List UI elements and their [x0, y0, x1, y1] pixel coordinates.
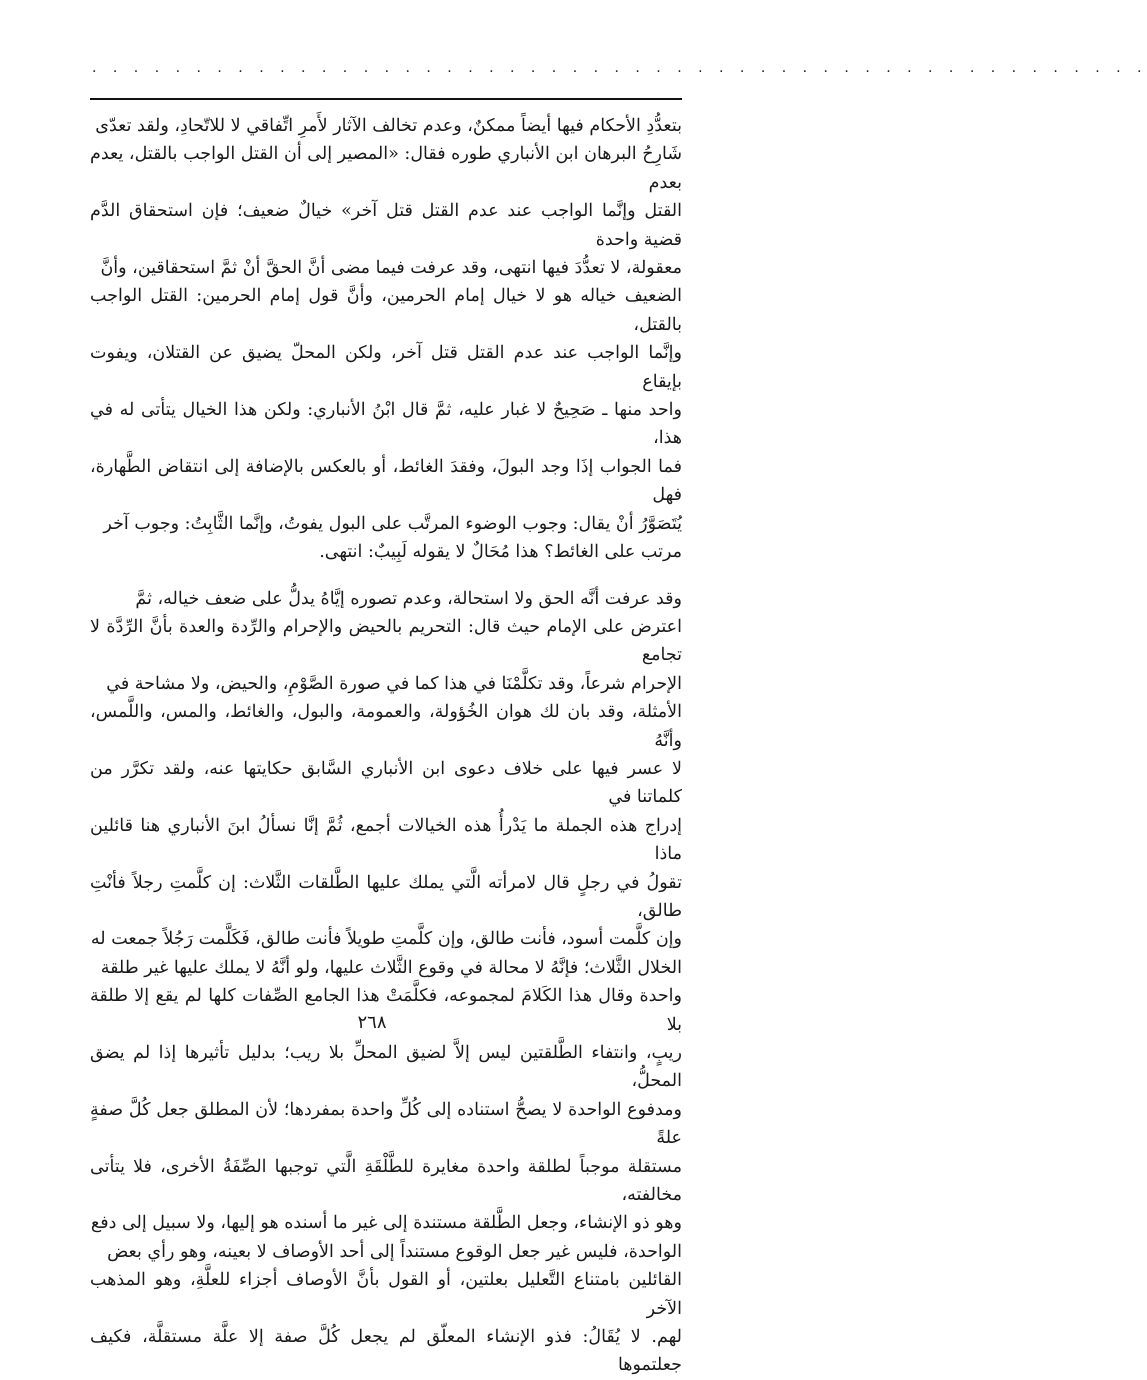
page-body: [90, 112, 682, 1380]
page-number: ٢٦٨: [357, 1012, 387, 1033]
paragraph-2: وقد عرفت أنَّه الحق ولا استحالة، وعدم تصوره إيَّاهُ يدلُّ على ضعف خياله، ثمَّ اعترض على الإمام حيث قال: التحريم بالحيض والإحرام والرِّدة والعدة بأنَّ الرِّدَّة لا تجامع الإحرام شرعاً، وقد تكلَّمْنَا في هذا كما في صورة الصَّوْمِ، والحيض، ولا مشاحة في الأمثلة، وقد بان لك هوان الخُؤولة، والعمومة، والبول، والغائط، والمس، واللَّمس، وأنَّهُ لا عسر فيها على خلاف دعوى ابن الأنباري السَّابق حكايتها عنه، ولقد تكرَّر من كلماتنا في إدراج هذه الجملة ما يَدْرأُ هذه الخيالات أجمع، ثُمَّ إنَّا نسألُ ابنَ الأنباري هنا قائلين ماذا تقولُ في رجلٍ قال لامرأته الَّتي يملك عليها الطَّلقات الثَّلاث: إن كلَّمتِ رجلاً فأنْتِ طالق، وإن كلَّمت أسود، فأنت طالق، وإن كلَّمتِ طويلاً فأنت طالق، فَكَلَّمت رَجُلاً جمعت له الخلال الثَّلاث؛ فإنَّهُ لا محالة في وقوع الثَّلاث عليها، ولو أنَّهُ لا يملك عليها غير طلقة واحدة وقال هذا الكَلامَ لمجموعه، فكلَّمَتْ هذا الجامع الصِّفات كلها لم يقع إلا طلقة بلا ريبٍ، وانتفاء الطَّلقتين ليس إلاَّ لضيق المحلِّ بلا ريب؛ بدليل تأثيرها إذا لم يضق المحلُّ، ومدفوع الواحدة لا يصحُّ استناده إلى كُلِّ واحدة بمفردها؛ لأن المطلق جعل كُلَّ صفةٍ علةً مستقلة موجباً لطلقة واحدة مغايرة للطَّلْقَةِ الَّتي توجبها الصِّفَةُ الأخرى، فلا يتأتى مخالفته، وهو ذو الإنشاء، وجعل الطَّلقة مستندة إلى غير ما أسنده هو إليها، ولا سبيل إلى دفع الواحدة، فليس غير جعل الوقوع مستنداً إلى أحد الأوصاف لا بعينه، وهو رأي بعض القائلين بامتناع التَّعليل بعلتين، أو القول بأنَّ الأوصاف أجزاء للعلَّةِ، وهو المذهب الآخر لهم. لا يُقَالُ: فذو الإنشاء المعلّق لم يجعل كُلَّ صفة إلا علَّة مستقلَّة، فكيف جعلتموها: [90, 588, 682, 1376]
header-dotted-line: . . . . . . . . . . . . . . . . . . . . . . . . . . . . . . . . . . . . . . . . . . . . . . . . . . .: [92, 60, 1147, 76]
paragraph-1: بتعدُّدِ الأحكام فيها أيضاً ممكنٌ، وعدم تخالف الآثار لأَمرِ اتِّفاقي لا للاتّحادِ، ولقد تعدّى شَارِحُ البرهان ابن الأنباري طوره فقال: «المصير إلى أن القتل الواجب بالقتل، يعدم بعدم القتل وإنَّما الواجب عند عدم القتل قتل آخر» خيالٌ ضعيف؛ فإن استحقاق الدَّم قضية واحدة معقولة، لا تعدُّدَ فيها انتهى، وقد عرفت فيما مضى أنَّ الحقَّ أنْ ثمَّ استحقاقين، وأنَّ الضعيف خياله هو لا خيال إمام الحرمين، وأنَّ قول إمام الحرمين: القتل الواجب بالقتل، وإنَّما الواجب عند عدم القتل قتل آخر، ولكن المحلّ يضيق عن القتلان، ويفوت بإيقاع واحد منها ـ صَحِيحٌ لا غبار عليه، ثمَّ قال ابْنُ الأنباري: ولكن هذا الخيال يتأتى له في هذا، فما الجواب إذَا وجد البولَ، وفقدَ الغائط، أو بالعكس بالإضافة إلى انتقاض الطَّهارة، فهل يُتَصَوَّرُ أنْ يقال: وجوب الوضوء المرتَّب على البول يفوتُ، وإنَّما الثَّابِتُ: وجوب آخر مرتب على الغائط؟ هذا مُحَالٌ لا يقوله لَبِيبٌ: انتهى.: [90, 116, 682, 563]
header-rule: [90, 98, 682, 100]
